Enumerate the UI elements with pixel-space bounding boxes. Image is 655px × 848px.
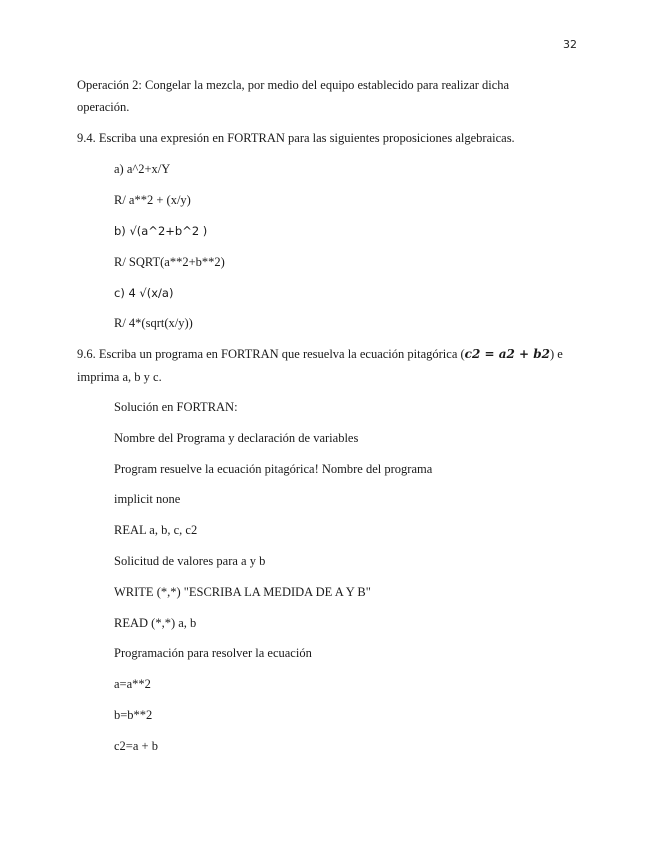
item-b: b) √(a^2+b^2 ) <box>114 224 208 238</box>
code-write-statement: WRITE (*,*) "ESCRIBA LA MEDIDA DE A Y B" <box>114 585 371 599</box>
code-c2-sum: c2=a + b <box>114 739 158 753</box>
page-number: 32 <box>563 38 577 51</box>
code-read-statement: READ (*,*) a, b <box>114 616 197 630</box>
answer-b: R/ SQRT(a**2+b**2) <box>114 255 225 269</box>
operation-2-text: Operación 2: Congelar la mezcla, por medio del equipo establecido para realizar dicha <box>77 78 510 92</box>
code-a-squared: a=a**2 <box>114 677 151 691</box>
operation-2-text-cont: operación. <box>77 100 130 114</box>
answer-a: R/ a**2 + (x/y) <box>114 193 191 207</box>
question-9-6 <box>77 346 563 362</box>
item-c: c) 4 √(x/a) <box>114 286 174 300</box>
code-real-declaration: REAL a, b, c, c2 <box>114 523 198 537</box>
question-9-6-text: 9.6. Escriba un programa en FORTRAN que resuelva la ecuación pitagórica ( <box>77 347 465 361</box>
answer-c: R/ 4*(sqrt(x/y)) <box>114 316 193 330</box>
pythagorean-equation: c2 = a2 + b2 <box>464 347 551 361</box>
item-a: a) a^2+x/Y <box>114 162 171 176</box>
code-implicit-none: implicit none <box>114 492 181 506</box>
program-name-note: Nombre del Programa y declaración de variables <box>114 431 359 445</box>
input-request-note: Solicitud de valores para a y b <box>114 554 266 568</box>
question-9-6-cont: imprima a, b y c. <box>77 370 162 384</box>
solve-equation-note: Programación para resolver la ecuación <box>114 646 312 660</box>
solution-heading: Solución en FORTRAN: <box>114 400 238 414</box>
code-program-line: Program resuelve la ecuación pitagórica! Nombre del programa <box>114 462 433 476</box>
code-b-squared: b=b**2 <box>114 708 153 722</box>
question-9-6-text-end: ) e <box>550 347 563 361</box>
question-9-4: 9.4. Escriba una expresión en FORTRAN para las siguientes proposiciones algebraicas. <box>77 131 515 145</box>
